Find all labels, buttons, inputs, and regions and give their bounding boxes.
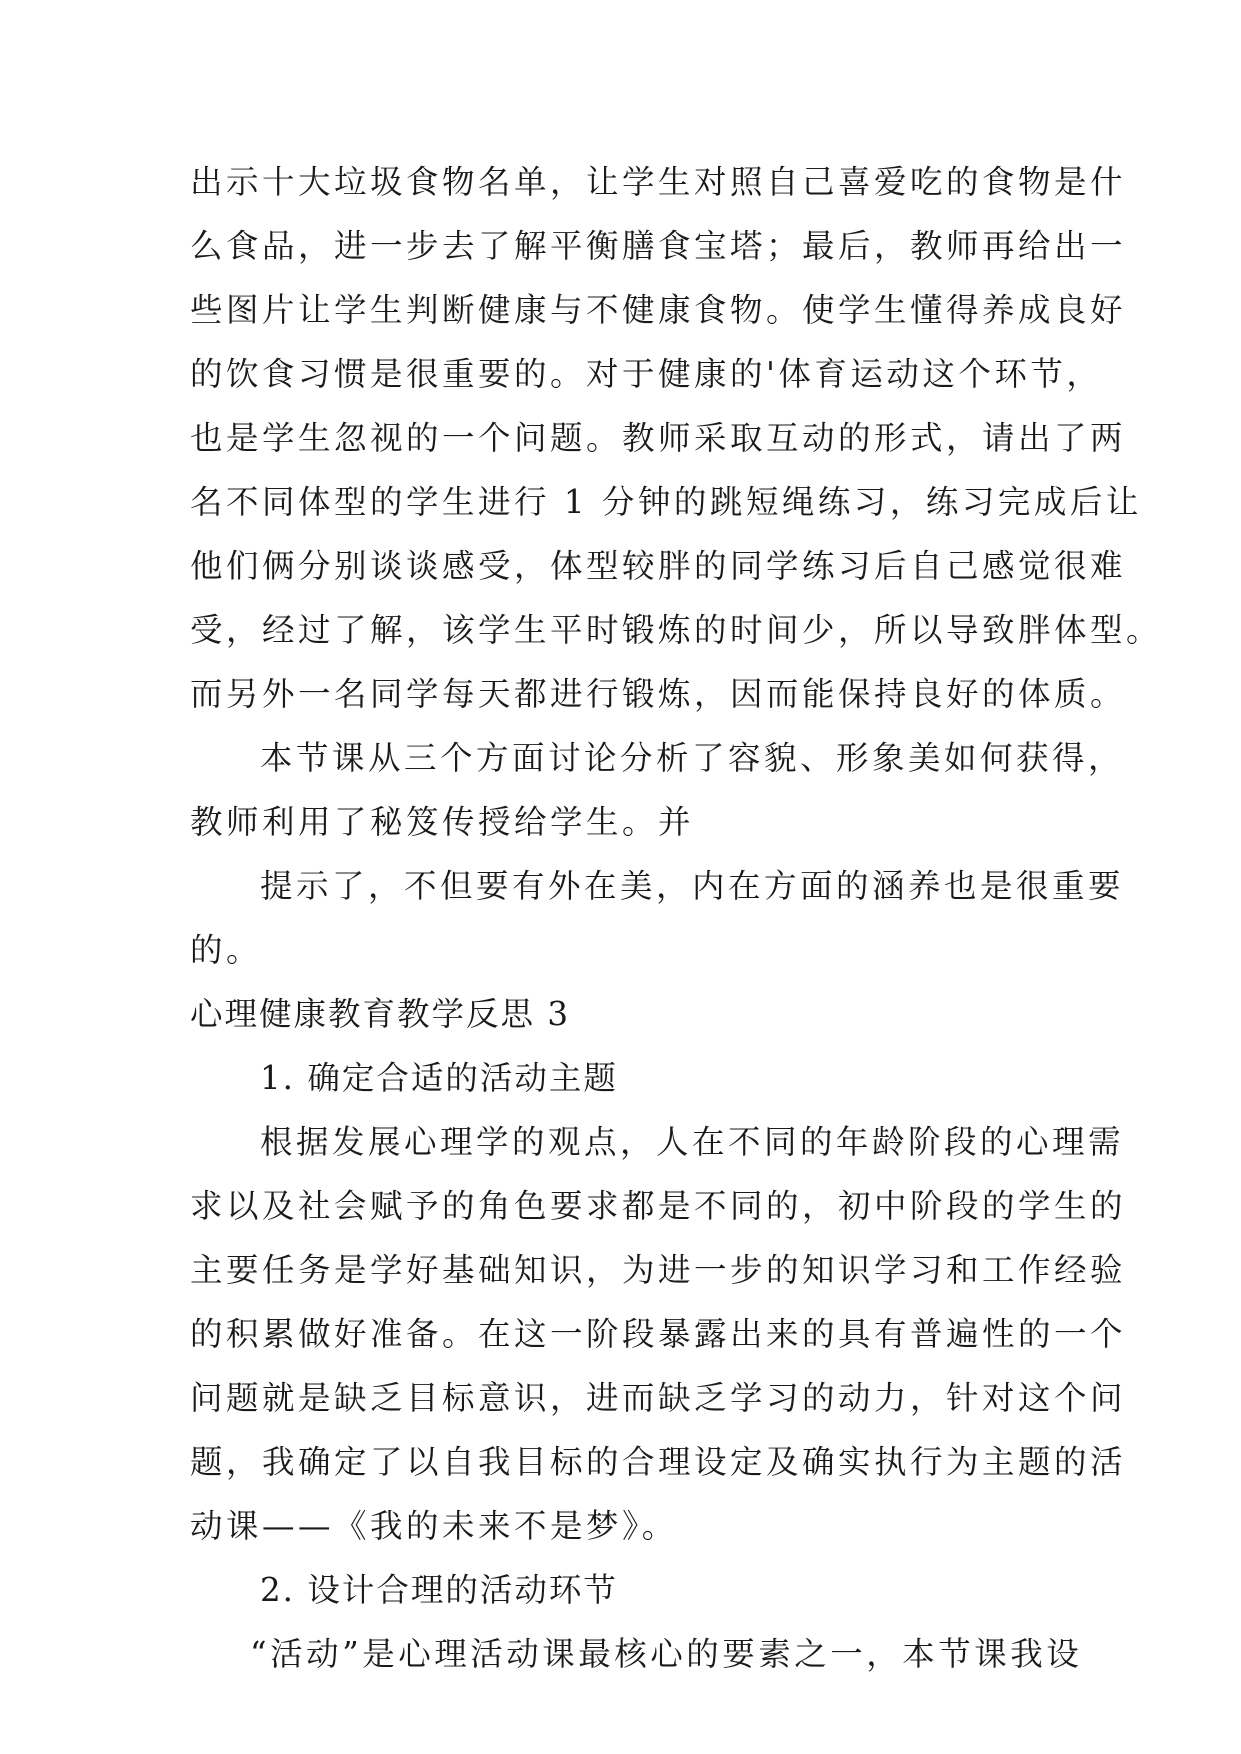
paragraph-line: 的积累做好准备。在这一阶段暴露出来的具有普遍性的一个: [190, 1315, 1127, 1353]
paragraph-line: 动课——《我的未来不是梦》。: [190, 1507, 678, 1545]
paragraph-line: 本节课从三个方面讨论分析了容貌、形象美如何获得，: [260, 739, 1125, 777]
paragraph-line: 的饮食习惯是很重要的。对于健康的'体育运动这个环节，: [190, 355, 1103, 393]
document-body: [190, 150, 1163, 1686]
section-heading: 心理健康教育教学反思 3: [190, 995, 571, 1033]
paragraph-line: 教师利用了秘笈传授给学生。并: [190, 803, 695, 841]
subsection-heading: 1. 确定合适的活动主题: [260, 1059, 618, 1097]
paragraph-line: 根据发展心理学的观点，人在不同的年龄阶段的心理需: [260, 1123, 1125, 1161]
paragraph-line: 而另外一名同学每天都进行锻炼，因而能保持良好的体质。: [190, 675, 1127, 713]
paragraph-line: 出示十大垃圾食物名单，让学生对照自己喜爱吃的食物是什: [190, 163, 1127, 201]
paragraph-line: “活动”是心理活动课最核心的要素之一，本节课我设: [250, 1635, 1083, 1673]
paragraph-line: 提示了，不但要有外在美，内在方面的涵养也是很重要: [260, 867, 1125, 905]
paragraph-line: 受，经过了解，该学生平时锻炼的时间少，所以导致胖体型。: [190, 611, 1163, 649]
subsection-heading: 2. 设计合理的活动环节: [260, 1571, 618, 1609]
paragraph-line: 问题就是缺乏目标意识，进而缺乏学习的动力，针对这个问: [190, 1379, 1127, 1417]
paragraph-line: 主要任务是学好基础知识，为进一步的知识学习和工作经验: [190, 1251, 1127, 1289]
paragraph-line: 的。: [190, 931, 263, 969]
paragraph-line: 些图片让学生判断健康与不健康食物。使学生懂得养成良好: [190, 291, 1127, 329]
paragraph-line: 题，我确定了以自我目标的合理设定及确实执行为主题的活: [190, 1443, 1127, 1481]
paragraph-line: 名不同体型的学生进行 1 分钟的跳短绳练习，练习完成后让: [190, 483, 1142, 521]
paragraph-line: 他们俩分别谈谈感受，体型较胖的同学练习后自己感觉很难: [190, 547, 1127, 585]
paragraph-line: 也是学生忽视的一个问题。教师采取互动的形式，请出了两: [190, 419, 1127, 457]
paragraph-line: 求以及社会赋予的角色要求都是不同的，初中阶段的学生的: [190, 1187, 1127, 1225]
paragraph-line: 么食品，进一步去了解平衡膳食宝塔；最后，教师再给出一: [190, 227, 1127, 265]
